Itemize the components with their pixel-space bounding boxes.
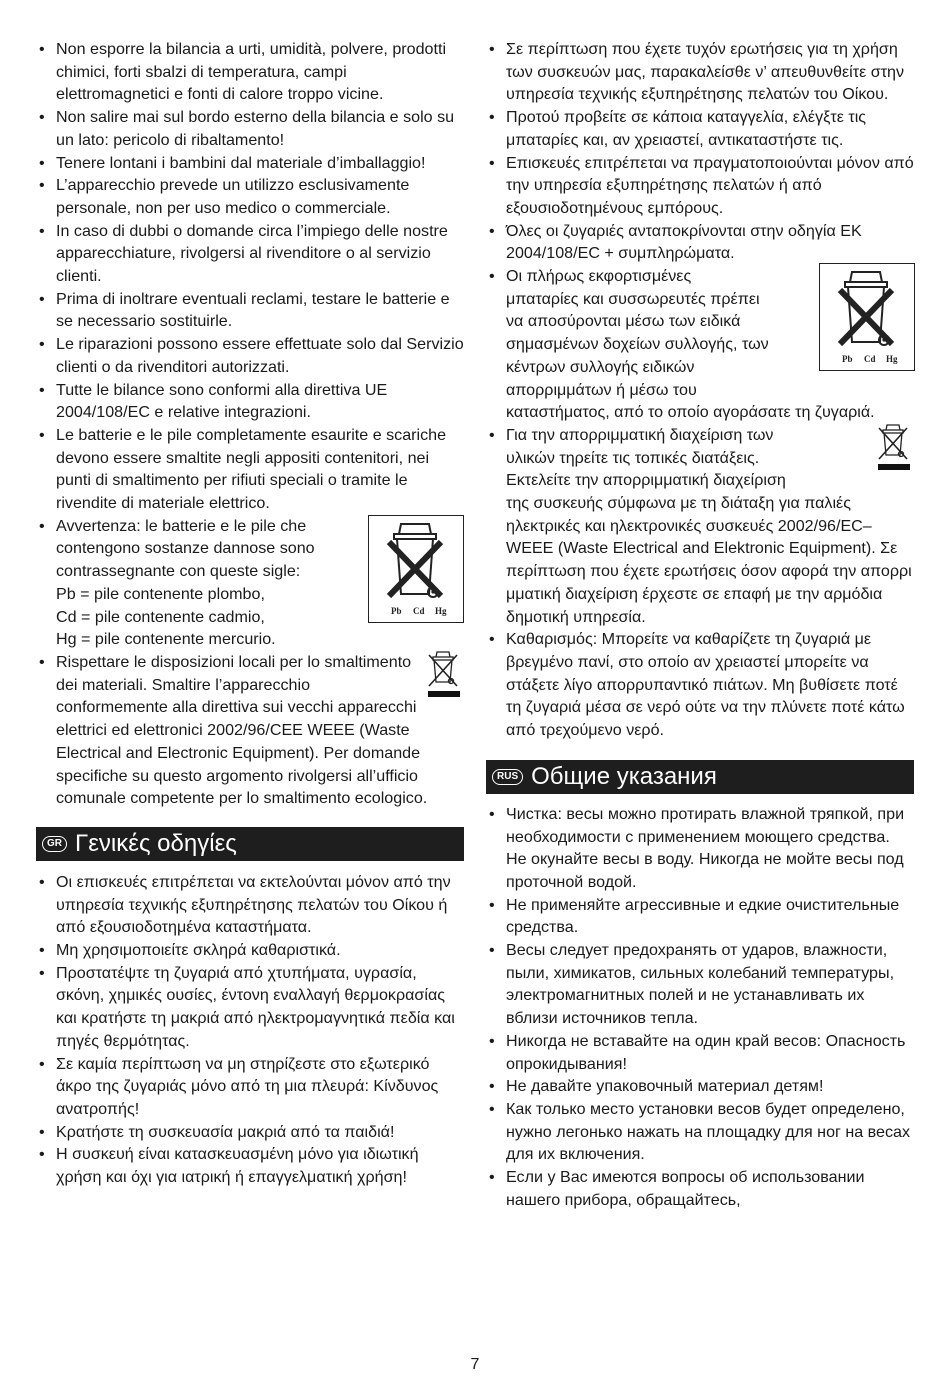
battery-line: να αποσύρονται μέσω των ειδικά [506,312,741,331]
list-item: • Σε περίπτωση που έχετε τυχόν ερωτήσεις για τη χρήση των συσκευών μας, παρακαλείσθε ν’ απευθυνθείτε στην υπηρεσία τεχνικής εξυπηρέτησης πελατών του Οίκου. [486,38,914,106]
disposal-rest: της συσκευής σύμφωνα με τη διάταξη για παλιές ηλεκτρικές και ηλεκτρονικές συσκευές 2002/96/EC–WEEE (Waste Electrical and Elektronic Equipment). Σε περίπτωση που έχετε ερωτήσεις όσον αφορά την απορρι μματική διαχείριση έρχεστε σε επαφή με την αρμόδια δημοτική υπηρεσία. [506,494,912,626]
battery-line: μπαταρίες και συσσωρευτές πρέπει [506,289,760,308]
list-item: • Non salire mai sul bordo esterno della bilancia e solo su un lato: pericolo di ribaltamento! [36,106,464,151]
list-item: • Не применяйте агрессивные и едкие очистительные средства. [486,894,914,939]
list-item: • Επισκευές επιτρέπεται να πραγματοποιούνται μόνον από την υπηρεσία εξυπηρέτησης πελατών ή από εξουσιοδοτημένους εμπόρους. [486,152,914,220]
italian-list [36,38,464,810]
battery-line: απορριμμάτων ή μέσω του [506,380,697,399]
pb-label: • Pb [391,605,402,616]
list-item: • Tenere lontani i bambini dal materiale d’imballaggio! [36,152,464,175]
right-column [486,38,914,1211]
list-item: • Όλες οι ζυγαριές ανταποκρίνονται στην οδηγία ΕΚ 2004/108/EC + συμπληρώματα. [486,220,914,265]
warning-line: Avvertenza: le batterie e le pile che [56,516,307,535]
battery-disposal-icon [368,515,464,623]
list-item: • Не давайте упаковочный материал детям! [486,1075,914,1098]
battery-disposal-icon [819,263,915,371]
list-item: • Prima di inoltrare eventuali reclami, testare le batterie e se necessario sostituirle. [36,288,464,333]
list-item: • Весы следует предохранять от ударов, влажности, пыли, химикатов, сильных колебаний температуры, электромагнитных полей и не устанавливать их вблизи источников тепла. [486,939,914,1030]
battery-line: σημασμένων δοχείων συλλογής, των [506,335,769,354]
hg-label: Hg [886,354,898,365]
list-item: • Κρατήστε τη συσκευασία μακριά από τα παιδιά! [36,1121,464,1144]
list-item: • Tutte le bilance sono conformi alla direttiva UE 2004/108/EC e relative integrazioni. [36,379,464,424]
list-item: • Οι επισκευές επιτρέπεται να εκτελούνται μόνον από την υπηρεσία τεχνικής εξυπηρέτησης πελατών του Οίκου ή από εξουσιοδοτημένα καταστήματα. [36,871,464,939]
disposal-line: Εκτελείτε την απορριμματική διαχείριση [506,471,786,490]
list-item: • In caso di dubbi o domande circa l’impiego delle nostre apparecchiature, rivolgersi al rivenditore o al servizio clienti. [36,220,464,288]
warning-line: contengono sostanze dannose sono [56,539,315,558]
page-number: 7 [470,1356,480,1373]
pb-label: • Pb [842,354,853,365]
list-item: • Η συσκευή είναι κατασκευασμένη μόνο για ιδιωτική χρήση και όχι για ιατρική ή επαγγελματική χρήση! [36,1143,464,1188]
cleaning-item: • Καθαρισμός: Μπορείτε να καθαρίζετε τη ζυγαριά με βρεγμένο πανί, στο οποίο αν χρειαστεί μπορείτε να στάξετε λίγο απορρυπαντικό πιάτων. Μη βυθίσετε ποτέ τη ζυγαριά μέσα σε νερό ούτε να την πλύνετε ποτέ κάτω από τρεχούμενο νερό. [486,628,914,742]
country-badge: GR [42,836,67,852]
russian-list [486,803,914,1212]
section-title: Общие указания [531,762,717,790]
weee-bin-icon [424,649,464,699]
list-item: • Если у Вас имеются вопросы об использовании нашего прибора, обращайтесь, [486,1166,914,1211]
section-title: Γενικές οδηγίες [75,829,237,857]
greek-list [36,871,464,1189]
weee-bin-icon [874,422,914,472]
section-header-greek [36,827,464,861]
disposal-item [36,651,464,810]
battery-line: Οι πλήρως εκφορτισμένες [506,267,692,286]
battery-rest: καταστήματος, από το οποίο αγοράσατε τη ζυγαριά. [506,403,875,422]
list-item: • Μη χρησιμοποιείτε σκληρά καθαριστικά. [36,939,464,962]
warning-line: contrassegnante con queste sigle: [56,562,301,581]
list-item: • Le batterie e le pile completamente esaurite e scariche devono essere smaltite negli appositi contenitori, nei punti di smaltimento per rifiuti speciali o tramite le rivendite di materiale elettrico. [36,424,464,515]
warning-line: Pb = pile contenente plombo, [56,584,265,603]
list-item: • L’apparecchio prevede un utilizzo esclusivamente personale, non per uso medico o commerciale. [36,174,464,219]
battery-warning-item [36,515,464,651]
battery-line: κέντρων συλλογής ειδικών [506,357,695,376]
section-header-russian [486,760,914,794]
list-item: • Προστατέψτε τη ζυγαριά από χτυπήματα, υγρασία, σκόνη, χημικές ουσίες, έντονη εναλλαγή θερμοκρασίας και κρατήστε τη μακριά από ηλεκτρομαγνητικά πεδία και πηγές θερμότητας. [36,962,464,1053]
list-item: • Non esporre la bilancia a urti, umidità, polvere, prodotti chimici, forti sbalzi di temperatura, campi elettromagnetici e fonti di calore troppo vicine. [36,38,464,106]
cd-label: Cd [864,354,876,365]
list-item: • Προτού προβείτε σε κάποια καταγγελία, ελέγξτε τις μπαταρίες και, αν χρειαστεί, αντικαταστήστε τις. [486,106,914,151]
list-item: • Le riparazioni possono essere effettuate solo dal Servizio clienti o da rivenditori autorizzati. [36,333,464,378]
country-badge: RUS [492,769,523,785]
list-item: • Σε καμία περίπτωση να μη στηρίζεστε στο εξωτερικό άκρο της ζυγαριάς μόνο από τη μια πλευρά: Κίνδυνος ανατροπής! [36,1053,464,1121]
hg-label: Hg [435,605,447,616]
battery-disposal-item [486,265,914,424]
warning-line: Cd = pile contenente cadmio, [56,607,265,626]
list-item: • Как только место установки весов будет определено, нужно легонько нажать на площадку для ног на весах для их включения. [486,1098,914,1166]
disposal-item [486,424,914,628]
warning-line: Hg = pile contenente mercurio. [56,630,276,649]
greek-list-continued [486,38,914,742]
cd-label: Cd [413,605,425,616]
disposal-text: Rispettare le disposizioni locali per lo smaltimento dei materiali. Smaltire l’apparecchio conformemente alla direttiva sui vecchi apparecchi elettrici ed elettronici 2002/96/CEE WEEE (Waste Electrical and Electronic Equipment). Per domande specifiche su questo argomento rivolgersi all’ufficio comunale competente per lo smaltimento ecologico. [56,652,428,808]
list-item: • Чистка: весы можно протирать влажной тряпкой, при необходимости с применением моющего средства. Не окунайте весы в воду. Никогда не мойте весы под проточной водой. [486,803,914,894]
disposal-line: υλικών τηρείτε τις τοπικές διατάξεις. [506,448,760,467]
left-column [36,38,464,1189]
list-item: • Никогда не вставайте на один край весов: Опасность опрокидывания! [486,1030,914,1075]
disposal-line: • Για την απορριμματική διαχείριση των [506,425,774,444]
